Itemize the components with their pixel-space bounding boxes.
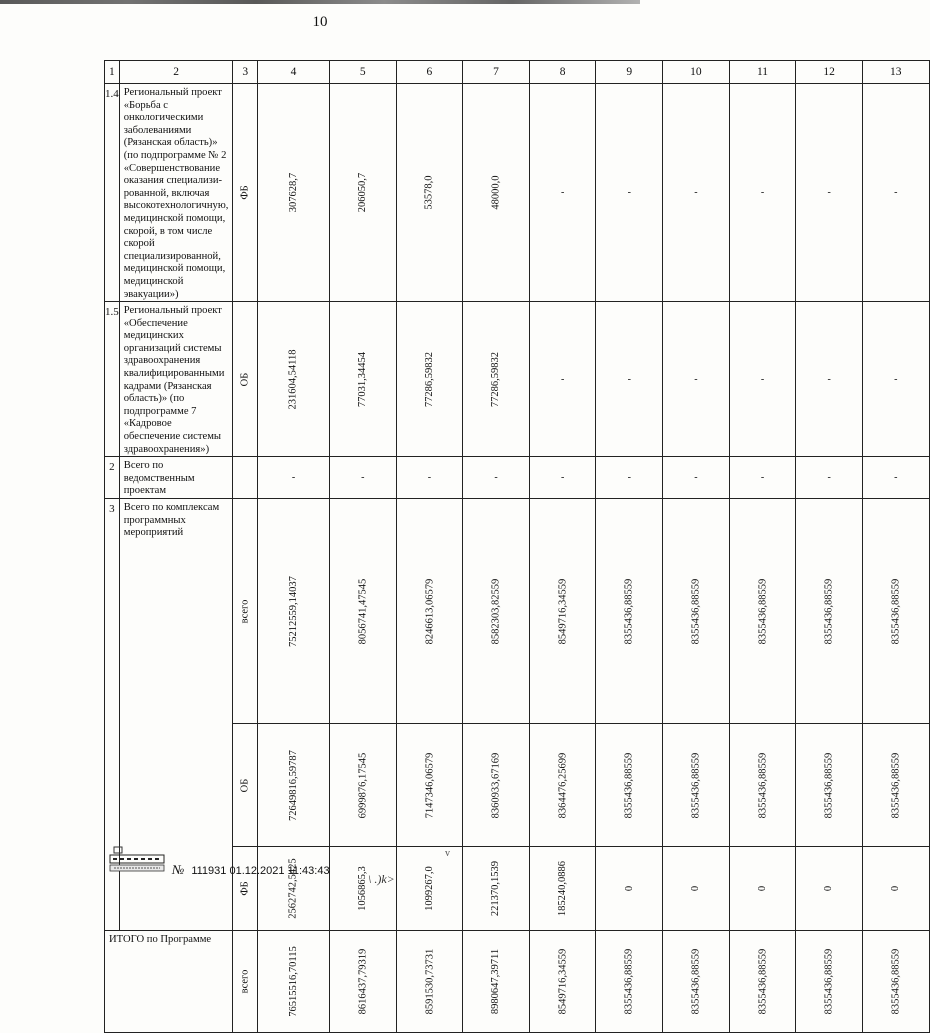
header-cell: 7 xyxy=(463,61,530,84)
value-cell: 7147346,06579 xyxy=(396,724,463,847)
value-cell: 8582303,82559 xyxy=(463,499,530,724)
value-cell: 8364476,25699 xyxy=(529,724,596,847)
dash-cell: - xyxy=(529,84,596,302)
value-cell: 72649816,59787 xyxy=(258,724,330,847)
registration-stamp: 111931 01.12.2021 11:43:43 xyxy=(191,865,330,877)
value-cell: 8549716,34559 xyxy=(529,931,596,1033)
value-cell: 75212559,14037 xyxy=(258,499,330,724)
value-cell: 8355436,88559 xyxy=(796,724,863,847)
value-cell: 0 xyxy=(729,847,796,931)
value-cell: 8616437,79319 xyxy=(329,931,396,1033)
header-cell: 8 xyxy=(529,61,596,84)
value-cell: 8355436,88559 xyxy=(862,931,929,1033)
row-description: Региональный проект «Обеспечение медицинских организаций системы здравоохранения квалифицированными кадрами (Рязанская область)» (по подпрограмме 7 «Кадровое обеспечение системы здравоохранения») xyxy=(119,302,233,457)
header-cell: 9 xyxy=(596,61,663,84)
header-cell: 12 xyxy=(796,61,863,84)
row-number: 2 xyxy=(105,457,120,499)
value-cell: 6999876,17545 xyxy=(329,724,396,847)
value-cell: 0 xyxy=(663,847,730,931)
top-scan-line xyxy=(0,0,640,4)
dash-cell: - xyxy=(596,84,663,302)
program-table xyxy=(104,60,930,1033)
empty-cell xyxy=(233,457,258,499)
value-cell: 8355436,88559 xyxy=(596,724,663,847)
value-cell: 8355436,88559 xyxy=(596,499,663,724)
header-cell: 13 xyxy=(862,61,929,84)
funding-source: ОБ xyxy=(233,724,258,847)
value-cell: 8980647,39711 xyxy=(463,931,530,1033)
dash-cell: - xyxy=(396,457,463,499)
dash-cell: - xyxy=(729,84,796,302)
value-cell: 231604,54118 xyxy=(258,302,330,457)
value-cell: 0 xyxy=(596,847,663,931)
funding-source: всего xyxy=(233,499,258,724)
value-cell: 8355436,88559 xyxy=(729,724,796,847)
row-3-total xyxy=(105,499,930,724)
row-number: 1.5 xyxy=(105,302,120,457)
dash-cell: - xyxy=(862,457,929,499)
funding-source: ФБ xyxy=(233,847,258,931)
signature: \ .)k> xyxy=(368,872,395,886)
value-cell: 8355436,88559 xyxy=(729,499,796,724)
row-2 xyxy=(105,457,930,499)
dash-cell: - xyxy=(796,84,863,302)
number-sign: № xyxy=(172,862,185,877)
value-cell: 221370,1539 xyxy=(463,847,530,931)
dash-cell: - xyxy=(862,302,929,457)
header-cell: 6 xyxy=(396,61,463,84)
value-cell: 8591530,73731 xyxy=(396,931,463,1033)
value-cell: 1056865,3 xyxy=(329,847,396,931)
header-cell: 10 xyxy=(663,61,730,84)
value-cell: 0 xyxy=(862,847,929,931)
funding-source: ОБ xyxy=(233,302,258,457)
value-cell: 8360933,67169 xyxy=(463,724,530,847)
dash-cell: - xyxy=(729,457,796,499)
total-label: ИТОГО по Программе xyxy=(105,931,233,1033)
funding-source: всего xyxy=(233,931,258,1033)
row-number: 3 xyxy=(105,499,120,931)
header-cell: 2 xyxy=(119,61,233,84)
value-cell: 8355436,88559 xyxy=(862,724,929,847)
value-cell: 77286,59832 xyxy=(463,302,530,457)
value-cell: 8246613,06579 xyxy=(396,499,463,724)
header-cell: 5 xyxy=(329,61,396,84)
dash-cell: - xyxy=(258,457,330,499)
row-1-4 xyxy=(105,84,930,302)
value-cell: 8355436,88559 xyxy=(862,499,929,724)
value-cell: 8355436,88559 xyxy=(729,931,796,1033)
value-cell: 1099267,0 xyxy=(396,847,463,931)
row-description: Региональный проект «Борьба с онкологическими заболеваниями (Рязанская область)» (по подпрограмме № 2 «Совершенствование оказания специализи-рованной, включая высокотехнологичную, медицинской помощи, скорой, в том числе скорой специализированной, медицинской помощи, медицинской эвакуации») xyxy=(119,84,233,302)
row-description: Всего по комплексам программных мероприятий xyxy=(119,499,233,931)
value-cell: 8355436,88559 xyxy=(663,724,730,847)
header-row xyxy=(105,61,930,84)
dash-cell: - xyxy=(663,302,730,457)
value-cell: 0 xyxy=(796,847,863,931)
value-cell: 307628,7 xyxy=(258,84,330,302)
page-number: 10 xyxy=(312,14,328,30)
row-description: Всего по ведомственным проектам xyxy=(119,457,233,499)
row-1-5 xyxy=(105,302,930,457)
value-cell: 2562742,5425 xyxy=(258,847,330,931)
dash-cell: - xyxy=(596,302,663,457)
registry-stamp-icon xyxy=(108,845,166,875)
dash-cell: - xyxy=(329,457,396,499)
header-cell: 1 xyxy=(105,61,120,84)
value-cell: 8355436,88559 xyxy=(663,499,730,724)
header-cell: 3 xyxy=(233,61,258,84)
dash-cell: - xyxy=(463,457,530,499)
row-total xyxy=(105,931,930,1033)
value-cell: 185240,0886 xyxy=(529,847,596,931)
header-cell: 4 xyxy=(258,61,330,84)
header-cell: 11 xyxy=(729,61,796,84)
value-cell: 8355436,88559 xyxy=(596,931,663,1033)
value-cell: 8355436,88559 xyxy=(796,499,863,724)
value-cell: 77286,59832 xyxy=(396,302,463,457)
dash-cell: - xyxy=(729,302,796,457)
funding-source: ФБ xyxy=(233,84,258,302)
value-cell: 48000,0 xyxy=(463,84,530,302)
dash-cell: - xyxy=(862,84,929,302)
row-number: 1.4 xyxy=(105,84,120,302)
value-cell: 76515516,70115 xyxy=(258,931,330,1033)
value-cell: 8355436,88559 xyxy=(663,931,730,1033)
value-cell: 8549716,34559 xyxy=(529,499,596,724)
value-cell: 8355436,88559 xyxy=(796,931,863,1033)
scan-mark: v xyxy=(445,848,450,859)
dash-cell: - xyxy=(796,457,863,499)
dash-cell: - xyxy=(596,457,663,499)
value-cell: 206050,7 xyxy=(329,84,396,302)
value-cell: 53578,0 xyxy=(396,84,463,302)
dash-cell: - xyxy=(529,457,596,499)
document-footer xyxy=(172,862,330,878)
value-cell: 8056741,47545 xyxy=(329,499,396,724)
dash-cell: - xyxy=(796,302,863,457)
dash-cell: - xyxy=(529,302,596,457)
value-cell: 77031,34454 xyxy=(329,302,396,457)
dash-cell: - xyxy=(663,84,730,302)
dash-cell: - xyxy=(663,457,730,499)
